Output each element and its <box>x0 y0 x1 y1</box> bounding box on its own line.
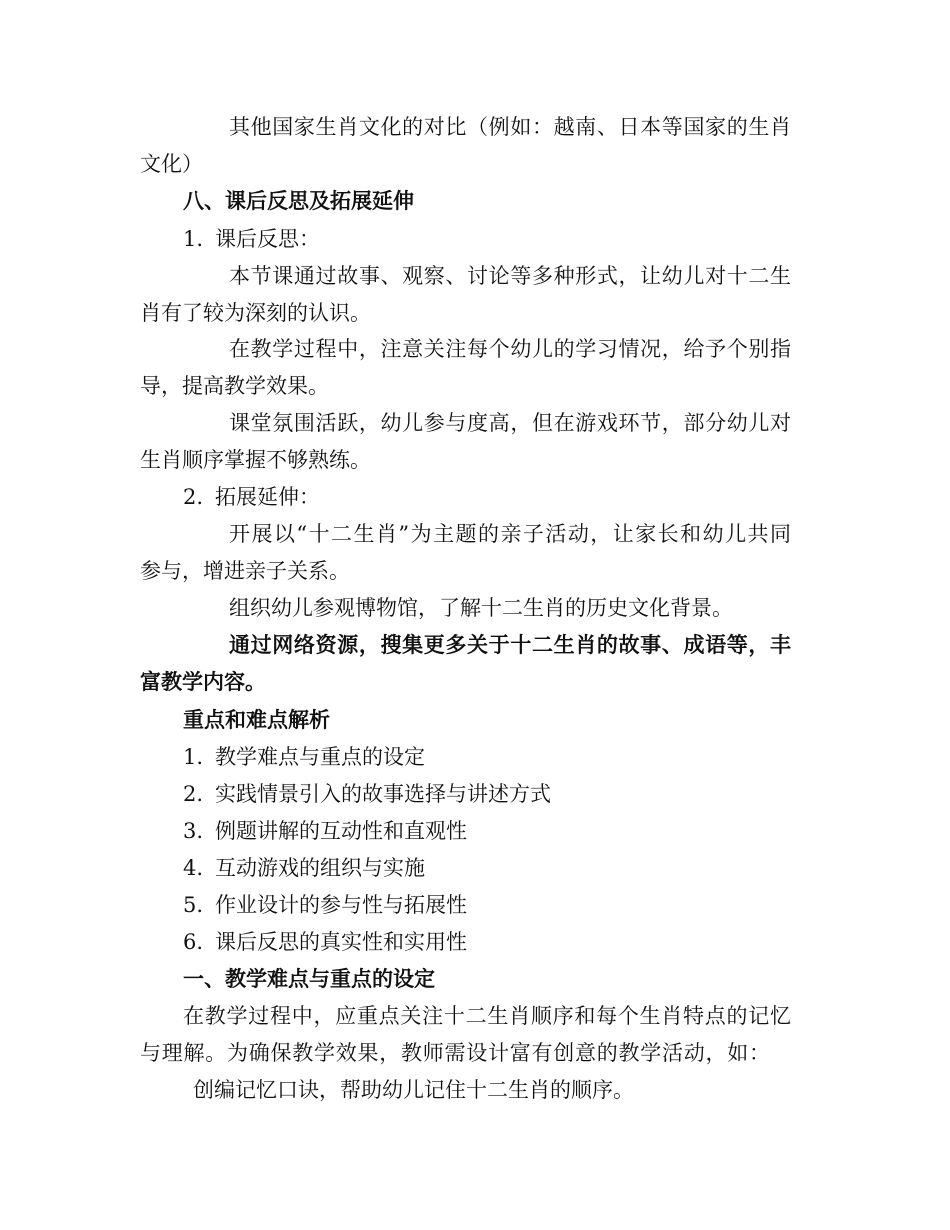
list-item-text: 作业设计的参与性与拓展性 <box>215 893 467 917</box>
list-item <box>183 224 320 254</box>
list-item-text: 互动游戏的组织与实施 <box>215 856 425 880</box>
paragraph-line: 通过网络资源，搜集更多关于十二生肖的故事、成语等，丰 <box>229 632 791 657</box>
list-item-number: 1. <box>183 745 204 769</box>
list-item <box>183 779 551 809</box>
paragraph-line: 本节课通过故事、观察、讨论等多种形式，让幼儿对十二生 <box>229 264 791 288</box>
list-item-number: 4. <box>183 856 204 880</box>
list-item-text: 课后反思的真实性和实用性 <box>215 930 467 954</box>
section-heading: 八、课后反思及拓展延伸 <box>183 188 414 213</box>
list-item-number: 5. <box>183 893 204 917</box>
list-item <box>183 853 425 883</box>
paragraph-line: 肖有了较为深刻的认识。 <box>140 301 371 325</box>
list-item-text: 实践情景引入的故事选择与讲述方式 <box>215 782 551 806</box>
list-item <box>183 890 467 920</box>
paragraph-line: 组织幼儿参观博物馆，了解十二生肖的历史文化背景。 <box>229 596 733 620</box>
section-heading: 重点和难点解析 <box>183 707 330 732</box>
list-item <box>183 482 320 512</box>
list-item-text: 教学难点与重点的设定 <box>215 745 425 769</box>
paragraph-line: 在教学过程中，应重点关注十二生肖顺序和每个生肖特点的记忆 <box>183 1004 791 1028</box>
paragraph-line: 课堂氛围活跃，幼儿参与度高，但在游戏环节，部分幼儿对 <box>229 411 791 435</box>
list-item-number: 1. <box>183 227 204 251</box>
list-item <box>183 742 425 772</box>
list-item-number: 6. <box>183 930 204 954</box>
paragraph-line: 生肖顺序掌握不够熟练。 <box>140 448 371 472</box>
list-item <box>183 927 467 957</box>
paragraph-line: 富教学内容。 <box>140 669 266 694</box>
list-item-label: 课后反思： <box>215 227 320 251</box>
list-item-text: 例题讲解的互动性和直观性 <box>215 819 467 843</box>
paragraph-line: 导，提高教学效果。 <box>140 374 329 398</box>
paragraph-line: 在教学过程中，注意关注每个幼儿的学习情况，给予个别指 <box>229 337 791 361</box>
list-item <box>183 816 467 846</box>
paragraph-line: 与理解。为确保教学效果，教师需设计富有创意的教学活动，如： <box>140 1041 770 1065</box>
paragraph-line: 其他国家生肖文化的对比（例如：越南、日本等国家的生肖 <box>229 115 791 139</box>
paragraph-line: 文化） <box>140 152 203 176</box>
list-item-number: 3. <box>183 819 204 843</box>
paragraph-line: 创编记忆口诀，帮助幼儿记住十二生肖的顺序。 <box>193 1078 634 1102</box>
list-item-number: 2. <box>183 782 204 806</box>
paragraph-line: 开展以“十二生肖”为主题的亲子活动，让家长和幼儿共同 <box>229 522 791 546</box>
list-item-label: 拓展延伸： <box>215 485 320 509</box>
list-item-number: 2. <box>183 485 204 509</box>
section-heading: 一、教学难点与重点的设定 <box>183 966 435 991</box>
paragraph-line: 参与，增进亲子关系。 <box>140 559 350 583</box>
